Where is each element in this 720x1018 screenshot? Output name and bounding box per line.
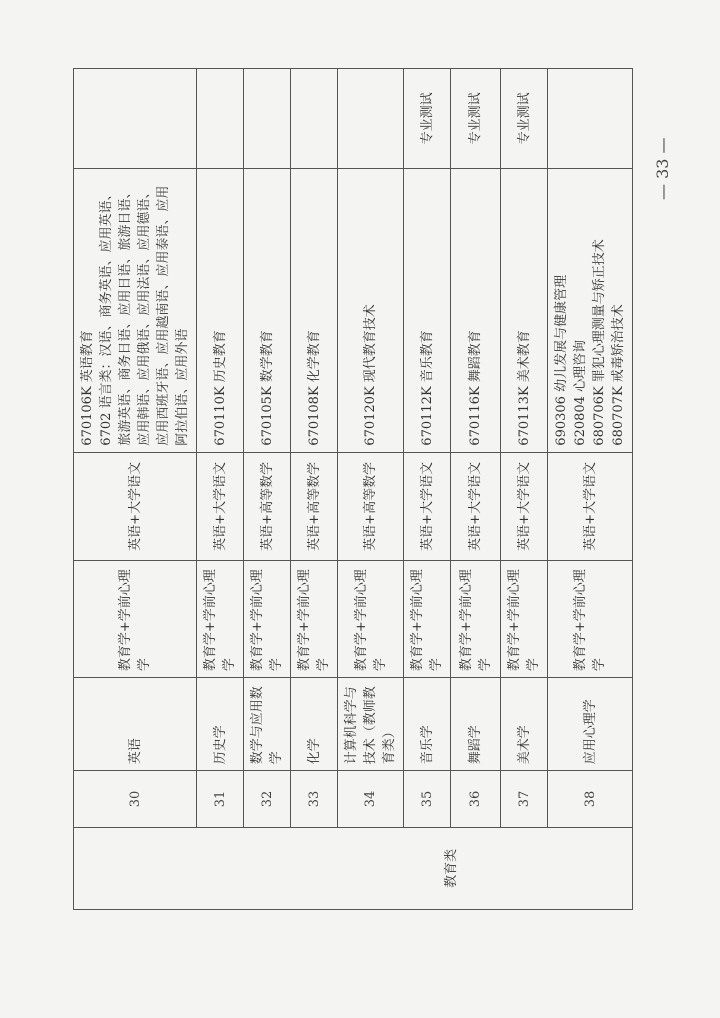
table-row [74,69,197,910]
row-number: 34 [338,771,404,827]
exam-subject-2: 英语+大学语文 [501,452,548,560]
vocational-major-line: 670110K 历史教育 [212,330,228,446]
table-row [197,69,244,910]
table-row [404,69,451,910]
exam-subject-1: 教育学+学前心理学 [501,561,548,678]
major-name: 音乐学 [404,678,451,771]
row-number: 32 [244,771,291,827]
row-number: 36 [451,771,501,827]
extra-test: 专业测试 [501,69,548,169]
exam-subject-2: 英语+大学语文 [74,452,197,560]
extra-test: 专业测试 [404,69,451,169]
exam-subject-1: 教育学+学前心理学 [404,561,451,678]
table-row [451,69,501,910]
vocational-major-line: 680707K 戒毒矫治技术 [611,304,626,446]
vocational-major-line: 670116K 舞蹈教育 [468,330,483,446]
major-name: 舞蹈学 [451,678,501,771]
higher-vocational-majors [548,168,633,452]
higher-vocational-majors [197,168,244,452]
exam-subject-2: 英语+大学语文 [404,452,451,560]
row-number: 31 [197,771,244,827]
higher-vocational-majors [291,168,338,452]
vocational-major-line: 6702 语言类：汉语、商务英语、应用英语、旅游英语、商务日语、应用日语、旅游日语、应用韩语、应用俄语、应用法语、应用德语、应用西班牙语、应用越南语、应用泰语、应用阿拉伯语、应用外语 [99,185,190,446]
extra-test [197,69,244,169]
vocational-major-line: 670108K 化学教育 [306,330,322,446]
major-name: 计算机科学与技术（教师教育类） [338,678,404,771]
row-number: 38 [548,771,633,827]
admission-table [73,68,633,910]
page-number: — 33 — [653,137,672,200]
exam-subject-2: 英语+高等数学 [291,452,338,560]
major-name: 英语 [74,678,197,771]
exam-subject-1: 教育学+学前心理学 [338,561,404,678]
table-row [291,69,338,910]
exam-subject-1: 教育学+学前心理学 [548,561,633,678]
higher-vocational-majors [244,168,291,452]
row-number: 37 [501,771,548,827]
vocational-major-line: 670112K 音乐教育 [419,330,435,446]
extra-test [74,69,197,169]
higher-vocational-majors [338,168,404,452]
higher-vocational-majors [74,168,197,452]
exam-subject-1: 教育学+学前心理学 [74,561,197,678]
vocational-major-line: 690306 幼儿发展与健康管理 [554,274,569,446]
exam-subject-1: 教育学+学前心理学 [244,561,291,678]
vocational-major-line: 670106K 英语教育 [80,330,95,446]
table-row [501,69,548,910]
exam-subject-2: 英语+大学语文 [197,452,244,560]
row-number: 33 [291,771,338,827]
exam-subject-2: 英语+高等数学 [244,452,291,560]
exam-subject-1: 教育学+学前心理学 [451,561,501,678]
major-name: 历史学 [197,678,244,771]
table-row [338,69,404,910]
exam-subject-1: 教育学+学前心理学 [291,561,338,678]
vocational-major-line: 670120K 现代教育技术 [363,304,378,446]
exam-subject-2: 英语+高等数学 [338,452,404,560]
extra-test [291,69,338,169]
extra-test [244,69,291,169]
major-name: 应用心理学 [548,678,633,771]
table-row [548,69,633,910]
extra-test [338,69,404,169]
higher-vocational-majors [501,168,548,452]
major-name: 化学 [291,678,338,771]
table-row [244,69,291,910]
major-name: 数学与应用数学 [244,678,291,771]
exam-subject-2: 英语+大学语文 [548,452,633,560]
extra-test [548,69,633,169]
exam-subject-2: 英语+大学语文 [451,452,501,560]
vocational-major-line: 670113K 美术教育 [516,330,532,446]
extra-test: 专业测试 [451,69,501,169]
table-body [74,69,633,910]
major-name: 美术学 [501,678,548,771]
higher-vocational-majors [404,168,451,452]
exam-subject-1: 教育学+学前心理学 [197,561,244,678]
row-number: 30 [74,771,197,827]
category-cell: 教育类 [74,827,633,909]
row-number: 35 [404,771,451,827]
vocational-major-line: 680706K 罪犯心理测量与矫正技术 [592,239,607,446]
vocational-major-line: 670105K 数学教育 [259,330,275,446]
vocational-major-line: 620804 心理咨询 [573,339,588,446]
higher-vocational-majors [451,168,501,452]
